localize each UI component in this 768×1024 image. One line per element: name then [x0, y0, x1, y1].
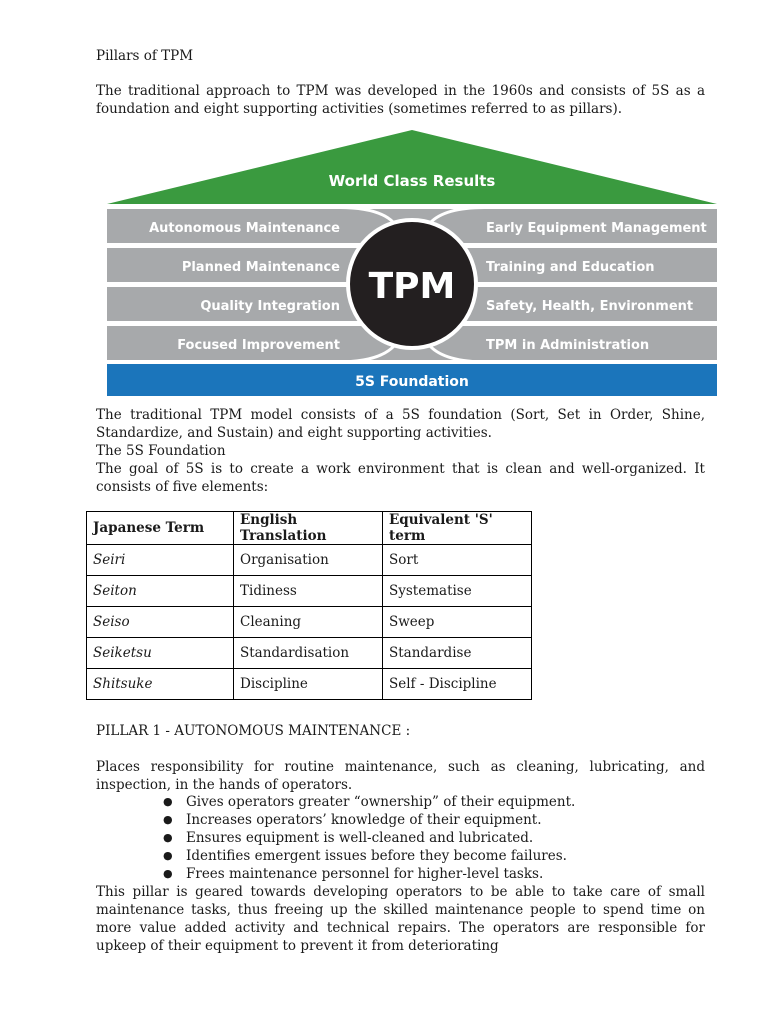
pillar1-paragraph: Places responsibility for routine maintenance, such as cleaning, lubricating, and inspection, in the hands of operators. [96, 759, 705, 793]
table-cell: Tidiness [234, 576, 383, 607]
pillar-label-right: Training and Education [486, 260, 655, 275]
pillar-label-left: Planned Maintenance [181, 260, 340, 275]
pillar-label-left: Autonomous Maintenance [149, 221, 340, 236]
list-item: ● Increases operators’ knowledge of their equipment. [163, 811, 575, 829]
table-cell: Standardise [383, 638, 532, 669]
table-header: Equivalent 'S' term [383, 512, 532, 545]
model-paragraph: The traditional TPM model consists of a 5S foundation (Sort, Set in Order, Shine, Standardize, and Sustain) and eight supporting activities. [96, 407, 705, 441]
list-item: ● Ensures equipment is well-cleaned and lubricated. [163, 829, 575, 847]
intro-paragraph: The traditional approach to TPM was developed in the 1960s and consists of 5S as a foundation and eight supporting activities (sometimes referred to as pillars). [96, 83, 705, 117]
page-title: Pillars of TPM [96, 48, 194, 64]
table-cell: Seiri [87, 545, 234, 576]
benefits-list [163, 793, 575, 883]
table-row [87, 545, 532, 576]
tpm-label: TPM [368, 266, 456, 307]
list-item: ● Frees maintenance personnel for higher-level tasks. [163, 865, 575, 883]
table-cell: Seiso [87, 607, 234, 638]
table-cell: Standardisation [234, 638, 383, 669]
table-header: Japanese Term [87, 512, 234, 545]
table-row [87, 669, 532, 700]
foundation-heading: The 5S Foundation [96, 443, 226, 459]
table-cell: Systematise [383, 576, 532, 607]
table-cell: Shitsuke [87, 669, 234, 700]
table-cell: Discipline [234, 669, 383, 700]
foundation-paragraph: The goal of 5S is to create a work environment that is clean and well-organized. It consists of five elements: [96, 461, 705, 495]
pillar1-heading: PILLAR 1 - AUTONOMOUS MAINTENANCE : [96, 723, 411, 739]
table-cell: Sweep [383, 607, 532, 638]
pillar-label-right: Safety, Health, Environment [486, 299, 694, 314]
table-cell: Cleaning [234, 607, 383, 638]
pillar-label-right: Early Equipment Management [486, 221, 707, 236]
five-s-table [86, 511, 532, 700]
pillar-label-left: Focused Improvement [177, 338, 340, 353]
table-header-row [87, 512, 532, 545]
table-cell: Seiketsu [87, 638, 234, 669]
table-cell: Sort [383, 545, 532, 576]
table-cell: Organisation [234, 545, 383, 576]
table-cell: Seiton [87, 576, 234, 607]
table-row [87, 607, 532, 638]
pillar-label-right: TPM in Administration [486, 338, 650, 353]
list-item: ● Gives operators greater “ownership” of their equipment. [163, 793, 575, 811]
table-cell: Self - Discipline [383, 669, 532, 700]
roof-label: World Class Results [328, 172, 496, 190]
table-row [87, 638, 532, 669]
table-row [87, 576, 532, 607]
closing-paragraph: This pillar is geared towards developing operators to be able to take care of small maintenance tasks, thus freeing up the skilled maintenance people to spend time on more value added activity and technical repairs. The operators are responsible for upkeep of their equipment to prevent it from deteriorating [96, 884, 705, 954]
tpm-pillars-diagram [107, 128, 717, 396]
table-header: English Translation [234, 512, 383, 545]
list-item: ● Identifies emergent issues before they become failures. [163, 847, 575, 865]
pillar-label-left: Quality Integration [200, 299, 340, 314]
foundation-label: 5S Foundation [355, 374, 469, 390]
roof-shape [107, 130, 717, 204]
